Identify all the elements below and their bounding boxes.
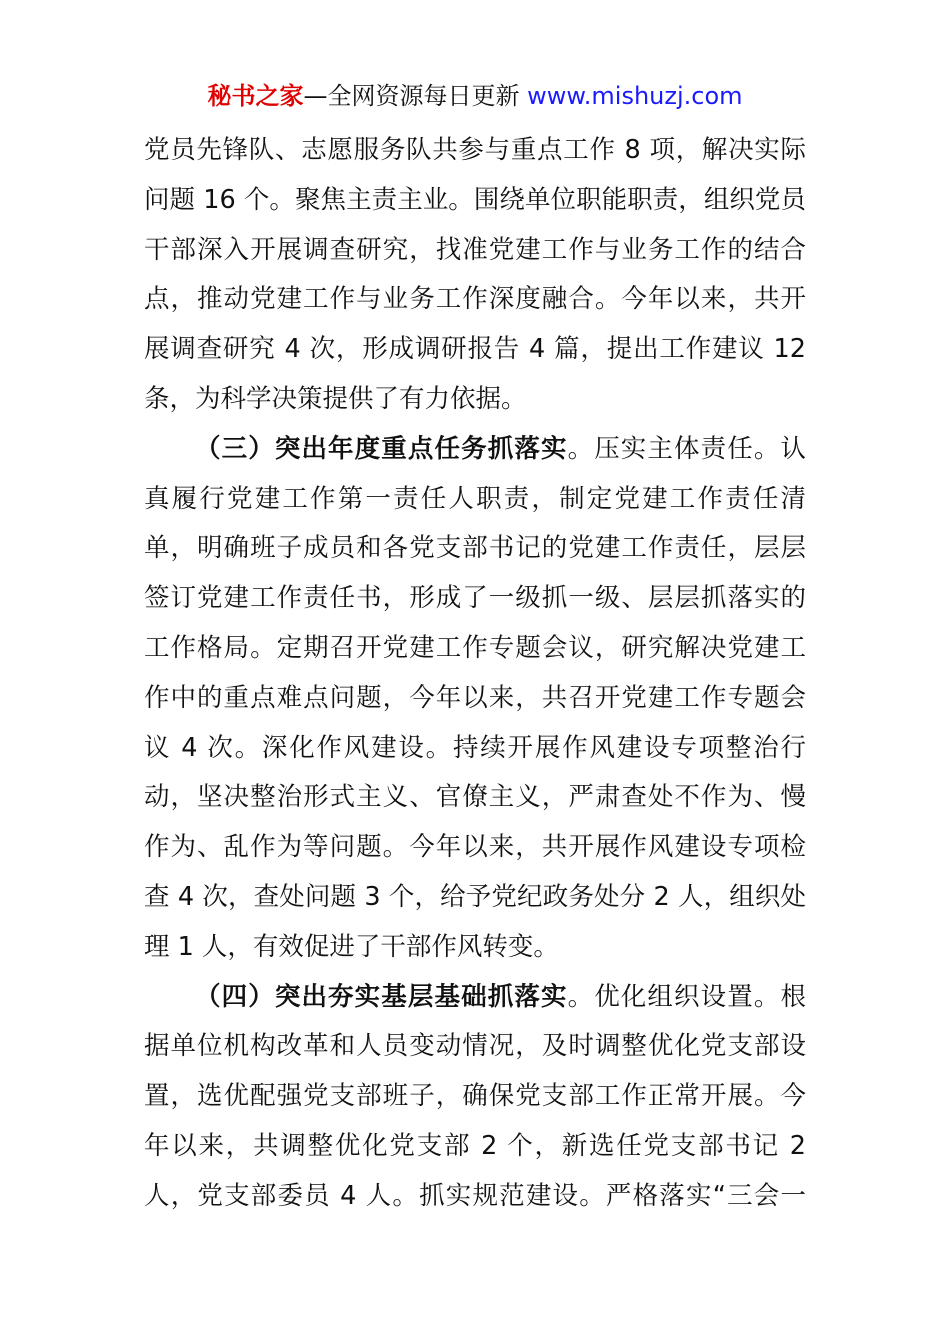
text-line: 作中的重点难点问题，今年以来，共召开党建工作专题会: [144, 682, 806, 713]
text-line: 工作格局。定期召开党建工作专题会议，研究解决党建工: [144, 632, 806, 663]
text-line: 点，推动党建工作与业务工作深度融合。今年以来，共开: [144, 284, 806, 315]
text-line: 展调查研究 4 次，形成调研报告 4 篇，提出工作建议 12: [144, 334, 806, 365]
section-3-first-line: [144, 425, 806, 475]
text-line: 单，明确班子成员和各党支部书记的党建工作责任，层层: [144, 533, 806, 564]
text-line: 理 1 人，有效促进了干部作风转变。: [144, 931, 559, 962]
text-line: 议 4 次。深化作风建设。持续开展作风建设专项整治行: [144, 732, 806, 763]
text-line: 党员先锋队、志愿服务队共参与重点工作 8 项，解决实际: [144, 135, 806, 165]
text-line: 查 4 次，查处问题 3 个，给予党纪政务处分 2 人，组织处: [144, 881, 806, 912]
text-line: 人，党支部委员 4 人。抓实规范建设。严格落实“三会一: [144, 1180, 806, 1211]
site-header: [0, 80, 950, 112]
text-line: 作为、乱作为等问题。今年以来，共开展作风建设专项检: [144, 832, 806, 863]
section-4-first-rest: 。优化组织设置。根: [567, 981, 806, 1012]
text-line: 干部深入开展调查研究，找准党建工作与业务工作的结合: [144, 234, 806, 265]
text-line: 条，为科学决策提供了有力依据。: [144, 383, 527, 414]
section-3-first-rest: 。压实主体责任。认: [567, 433, 806, 464]
text-line: 真履行党建工作第一责任人职责，制定党建工作责任清: [144, 483, 806, 514]
text-line: 签订党建工作责任书，形成了一级抓一级、层层抓落实的: [144, 583, 806, 614]
header-tagline: —全网资源每日更新: [303, 82, 528, 110]
brand-name: 秘书之家: [207, 82, 304, 110]
section-4-heading: （四）突出夯实基层基础抓落实: [195, 981, 568, 1012]
text-line: 动，坚决整治形式主义、官僚主义，严肃查处不作为、慢: [144, 782, 806, 813]
text-line: 据单位机构改革和人员变动情况，及时调整优化党支部设: [144, 1031, 806, 1062]
text-line: 问题 16 个。聚焦主责主业。围绕单位职能职责，组织党员: [144, 184, 806, 215]
document-body: [144, 126, 806, 1222]
section-4-first-line: [144, 973, 806, 1023]
section-3-heading: （三）突出年度重点任务抓落实: [195, 433, 568, 464]
text-line: 年以来，共调整优化党支部 2 个，新选任党支部书记 2: [144, 1130, 806, 1161]
text-line: 置，选优配强党支部班子，确保党支部工作正常开展。今: [144, 1081, 806, 1112]
site-url[interactable]: www.mishuzj.com: [527, 82, 743, 110]
